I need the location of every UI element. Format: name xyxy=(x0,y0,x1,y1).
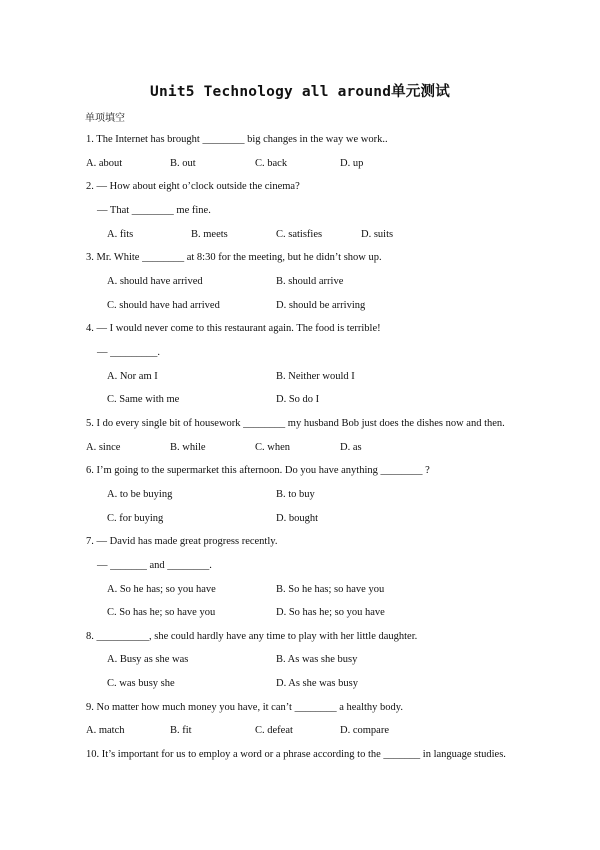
question-8-option-b: B. As was she busy xyxy=(276,654,358,665)
question-1-option-d: D. up xyxy=(340,158,364,169)
question-2-option-b: B. meets xyxy=(191,229,228,240)
question-2-option-d: D. suits xyxy=(361,229,394,240)
question-9-option-a: A. match xyxy=(86,725,125,736)
question-5-option-a: A. since xyxy=(86,442,121,453)
question-6-option-d: D. bought xyxy=(276,513,318,524)
question-4-option-b: B. Neither would I xyxy=(276,371,355,382)
question-6-option-a: A. to be buying xyxy=(107,489,173,500)
question-1-option-b: B. out xyxy=(170,158,196,169)
question-2-option-a: A. fits xyxy=(107,229,134,240)
question-5-option-c: C. when xyxy=(255,442,290,453)
question-2-stem: 2. — How about eight o’clock outside the cinema? xyxy=(86,181,300,192)
question-3-stem: 3. Mr. White ________ at 8:30 for the meeting, but he didn’t show up. xyxy=(86,252,382,263)
question-9-option-b: B. fit xyxy=(170,725,192,736)
question-8-option-a: A. Busy as she was xyxy=(107,654,189,665)
question-9-stem: 9. No matter how much money you have, it can’t ________ a healthy body. xyxy=(86,702,403,713)
question-4-option-d: D. So do I xyxy=(276,394,320,405)
question-5-stem: 5. I do every single bit of housework ________ my husband Bob just does the dishes now and then. xyxy=(86,418,505,429)
question-3-option-a: A. should have arrived xyxy=(107,276,203,287)
question-4-reply: — _________. xyxy=(97,347,160,358)
question-7-stem: 7. — David has made great progress recently. xyxy=(86,536,278,547)
question-8-stem: 8. __________, she could hardly have any time to play with her little daughter. xyxy=(86,631,418,642)
question-7-option-d: D. So has he; so you have xyxy=(276,607,385,618)
question-7-option-c: C. So has he; so have you xyxy=(107,607,216,618)
question-2-reply: — That ________ me fine. xyxy=(97,205,211,216)
question-6-option-c: C. for buying xyxy=(107,513,164,524)
section-heading: 单项填空 xyxy=(85,113,125,124)
question-4-option-c: C. Same with me xyxy=(107,394,180,405)
question-5-option-d: D. as xyxy=(340,442,362,453)
question-9-option-d: D. compare xyxy=(340,725,389,736)
question-6-stem: 6. I’m going to the supermarket this afternoon. Do you have anything ________ ? xyxy=(86,465,430,476)
question-3-option-b: B. should arrive xyxy=(276,276,344,287)
question-8-option-d: D. As she was busy xyxy=(276,678,358,689)
question-10-stem: 10. It’s important for us to employ a word or a phrase according to the _______ in language studies. xyxy=(86,749,506,760)
page-title: Unit5 Technology all around单元测试 xyxy=(150,84,450,100)
question-9-option-c: C. defeat xyxy=(255,725,293,736)
question-1-option-a: A. about xyxy=(86,158,123,169)
question-7-option-b: B. So he has; so have you xyxy=(276,584,385,595)
question-4-stem: 4. — I would never come to this restaurant again. The food is terrible! xyxy=(86,323,381,334)
question-2-option-c: C. satisfies xyxy=(276,229,323,240)
question-1-stem: 1. The Internet has brought ________ big changes in the way we work.. xyxy=(86,134,388,145)
question-6-option-b: B. to buy xyxy=(276,489,315,500)
question-1-option-c: C. back xyxy=(255,158,288,169)
question-7-reply: — _______ and ________. xyxy=(97,560,212,571)
question-5-option-b: B. while xyxy=(170,442,206,453)
question-8-option-c: C. was busy she xyxy=(107,678,175,689)
question-7-option-a: A. So he has; so you have xyxy=(107,584,216,595)
question-3-option-d: D. should be arriving xyxy=(276,300,366,311)
question-3-option-c: C. should have had arrived xyxy=(107,300,220,311)
question-4-option-a: A. Nor am I xyxy=(107,371,158,382)
